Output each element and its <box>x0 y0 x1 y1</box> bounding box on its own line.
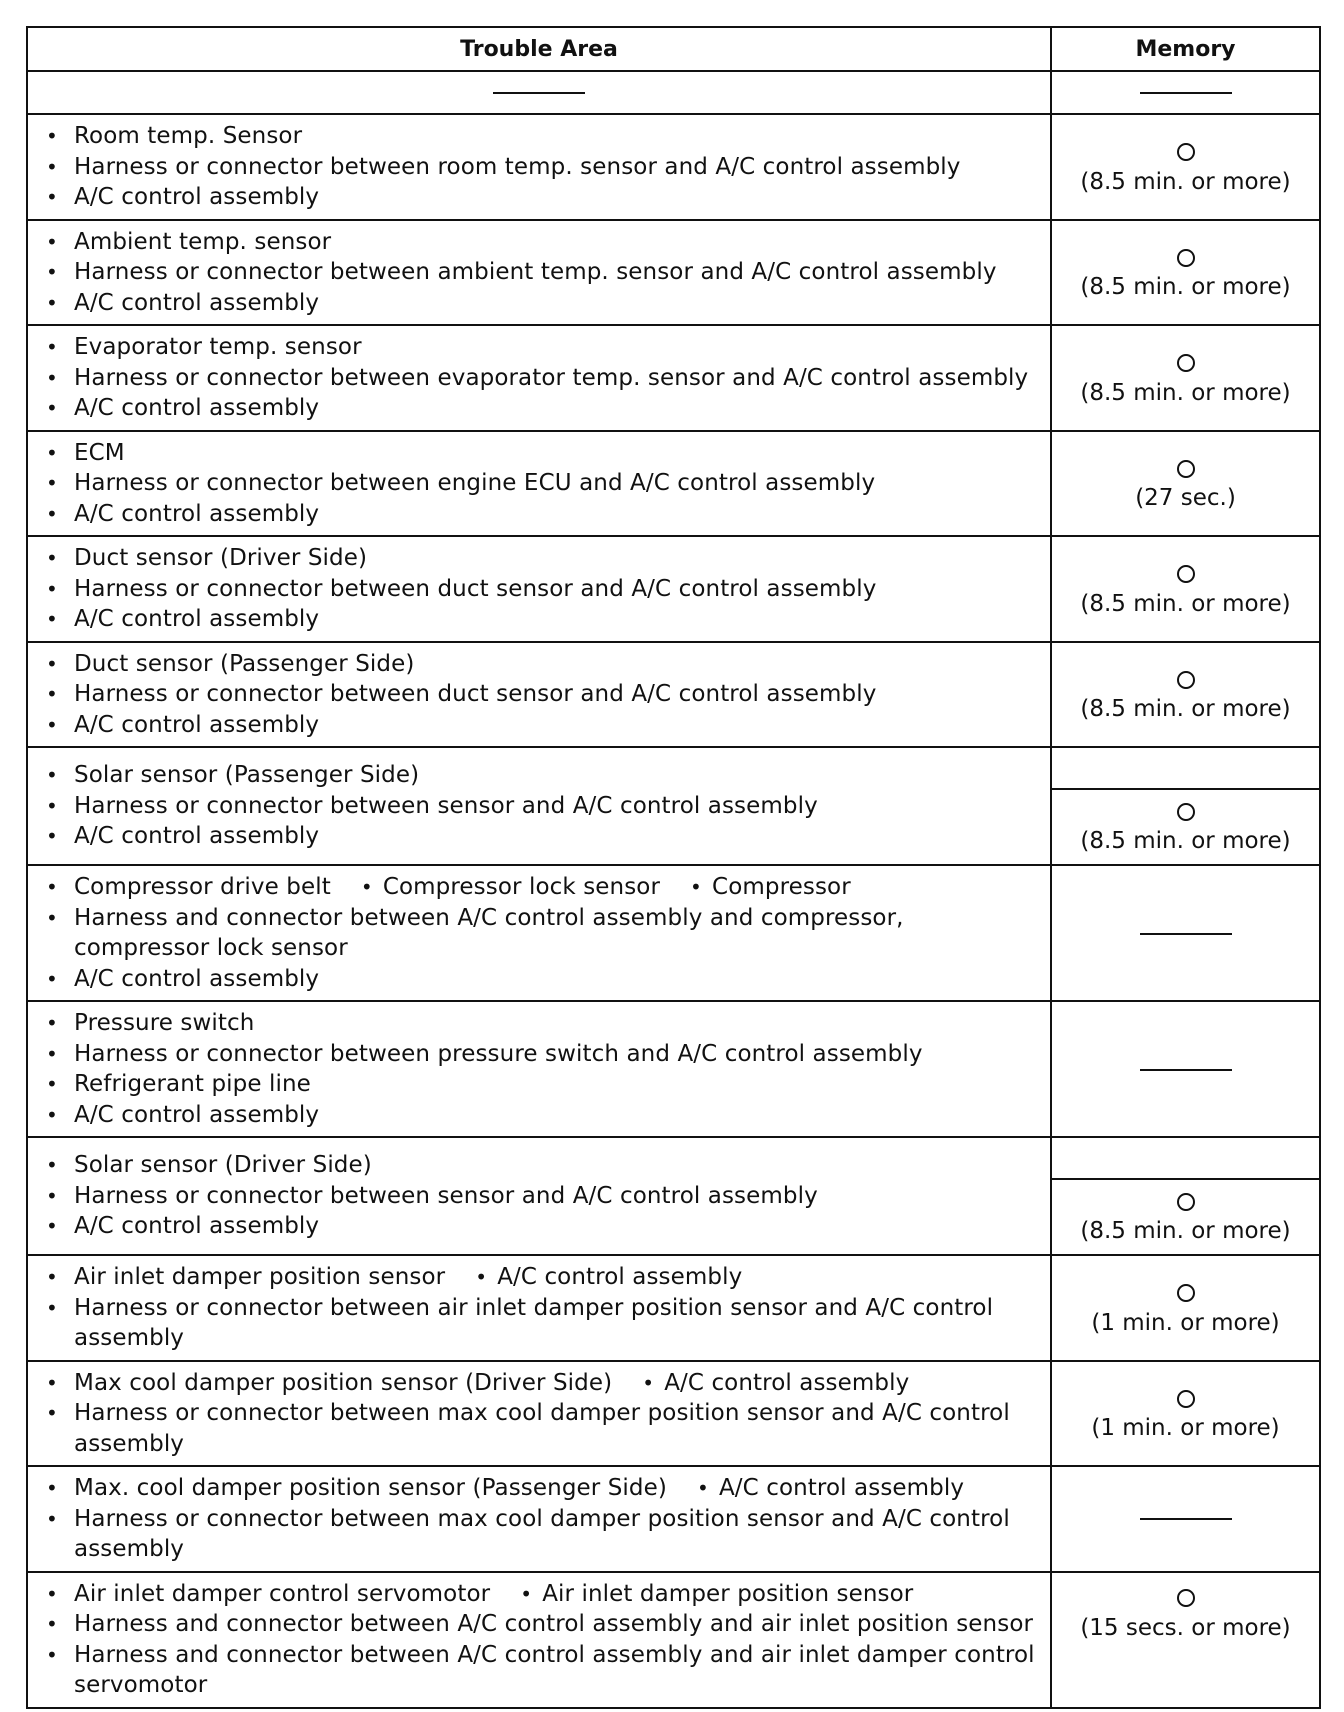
trouble-area-cell <box>27 1572 1051 1708</box>
table-row <box>27 1466 1320 1572</box>
table-row-blank <box>27 71 1320 114</box>
bullet-icon: • <box>46 607 58 631</box>
list-item: • Harness or connector between duct sensor and A/C control assembly <box>42 679 1042 710</box>
memory-time: (8.5 min. or more) <box>1080 168 1291 195</box>
bullet-icon: • <box>46 154 58 179</box>
list-item: • A/C control assembly <box>42 288 1042 319</box>
list-item: • Air inlet damper position sensor • A/C control assembly <box>42 1262 1042 1293</box>
memory-subcell <box>1052 1180 1319 1246</box>
table-row <box>27 1361 1320 1467</box>
memory-subcell <box>1052 790 1319 856</box>
list-item: • A/C control assembly <box>42 182 1042 213</box>
bullet-icon: • <box>642 1370 655 1395</box>
memory-time: (1 min. or more) <box>1091 1415 1280 1442</box>
bullet-icon: • <box>520 1581 533 1606</box>
table-row <box>27 642 1320 748</box>
circle-icon <box>1177 354 1195 372</box>
memory-cell <box>1051 1361 1320 1467</box>
bullet-icon: • <box>46 966 58 991</box>
bullet-icon: • <box>46 1612 58 1636</box>
list-item: • Refrigerant pipe line <box>42 1069 1042 1100</box>
list-item: • Ambient temp. sensor <box>42 227 1042 258</box>
memory-cell <box>1051 536 1320 642</box>
circle-icon <box>1177 671 1195 689</box>
memory-cell <box>1051 1255 1320 1361</box>
trouble-area-cell <box>27 1466 1051 1572</box>
circle-icon <box>1177 1390 1195 1408</box>
bullet-icon: • <box>46 501 58 526</box>
bullet-icon: • <box>46 1153 58 1178</box>
table-row <box>27 536 1320 642</box>
trouble-area-cell <box>27 865 1051 1001</box>
bullet-icon: • <box>46 1370 58 1395</box>
memory-subcell-empty <box>1052 1138 1319 1180</box>
bullet-icon: • <box>46 396 58 420</box>
list-item: • Harness and connector between A/C control assembly and air inlet position sensor <box>42 1609 1042 1640</box>
table-row <box>27 431 1320 537</box>
trouble-area-cell <box>27 747 1051 865</box>
circle-icon <box>1177 1589 1195 1607</box>
list-item: • Harness or connector between evaporator temp. sensor and A/C control assembly <box>42 363 1042 394</box>
circle-icon <box>1177 143 1195 161</box>
list-item: • Harness or connector between sensor and A/C control assembly <box>42 791 1042 822</box>
list-item: • Duct sensor (Driver Side) <box>42 543 1042 574</box>
list-item: • Evaporator temp. sensor <box>42 332 1042 363</box>
trouble-area-cell <box>27 536 1051 642</box>
memory-time: (8.5 min. or more) <box>1080 828 1291 854</box>
circle-icon <box>1177 1193 1195 1211</box>
memory-cell <box>1051 865 1320 1001</box>
bullet-icon: • <box>46 1265 58 1289</box>
list-item: • A/C control assembly <box>42 964 1042 995</box>
table-row <box>27 220 1320 326</box>
bullet-icon: • <box>46 875 58 899</box>
memory-subcell-empty <box>1052 748 1319 790</box>
trouble-area-cell <box>27 1361 1051 1467</box>
bullet-icon: • <box>46 1476 58 1500</box>
list-item: • Max cool damper position sensor (Driver Side) • A/C control assembly <box>42 1368 1042 1399</box>
bullet-icon: • <box>46 229 58 254</box>
bullet-icon: • <box>46 1102 58 1127</box>
memory-time: (8.5 min. or more) <box>1080 1218 1291 1244</box>
table-row <box>27 747 1320 865</box>
list-item: • A/C control assembly <box>42 499 1042 530</box>
bullet-icon: • <box>46 763 58 788</box>
trouble-area-cell <box>27 1255 1051 1361</box>
memory-cell <box>1051 325 1320 431</box>
trouble-area-cell <box>27 114 1051 220</box>
trouble-area-cell <box>27 642 1051 748</box>
list-item: • A/C control assembly <box>42 821 1042 852</box>
memory-cell <box>1051 1137 1320 1255</box>
memory-time: (8.5 min. or more) <box>1080 274 1291 301</box>
trouble-area-cell <box>27 431 1051 537</box>
memory-cell <box>1051 1572 1320 1708</box>
bullet-icon: • <box>360 875 373 899</box>
list-item: • Harness or connector between max cool damper position sensor and A/C control <box>42 1398 1042 1429</box>
bullet-icon: • <box>46 1214 58 1239</box>
bullet-icon: • <box>46 440 58 465</box>
bullet-icon: • <box>475 1265 488 1289</box>
list-item: • A/C control assembly <box>42 1100 1042 1131</box>
table-row <box>27 114 1320 220</box>
header-row <box>27 27 1320 71</box>
memory-cell <box>1051 220 1320 326</box>
circle-icon <box>1177 565 1195 583</box>
bullet-icon: • <box>46 260 58 284</box>
circle-icon <box>1177 460 1195 478</box>
list-item: • Solar sensor (Passenger Side) <box>42 760 1042 791</box>
list-item-continuation: compressor lock sensor <box>74 935 348 961</box>
list-item: • Compressor drive belt • Compressor lock sensor • Compressor <box>42 872 1042 903</box>
bullet-icon: • <box>46 1295 58 1320</box>
list-item: • Harness or connector between pressure switch and A/C control assembly <box>42 1039 1042 1070</box>
list-item: • A/C control assembly <box>42 393 1042 424</box>
list-item: • Solar sensor (Driver Side) <box>42 1150 1042 1181</box>
bullet-icon: • <box>690 875 702 899</box>
trouble-area-cell <box>27 1137 1051 1255</box>
bullet-icon: • <box>46 185 58 209</box>
blank-area-cell <box>27 71 1051 114</box>
list-item: • A/C control assembly <box>42 710 1042 741</box>
bullet-icon: • <box>46 546 58 570</box>
list-item: • Harness or connector between max cool damper position sensor and A/C control <box>42 1504 1042 1535</box>
list-item: • Pressure switch <box>42 1008 1042 1039</box>
bullet-icon: • <box>46 1011 58 1035</box>
trouble-area-cell <box>27 325 1051 431</box>
dash-icon <box>1140 92 1232 94</box>
memory-cell <box>1051 114 1320 220</box>
list-item-continuation: assembly <box>74 1430 185 1457</box>
bullet-icon: • <box>46 712 58 737</box>
list-item-continuation: servomotor <box>74 1672 208 1698</box>
memory-cell <box>1051 642 1320 748</box>
table-row <box>27 865 1320 1001</box>
dash-icon <box>1140 1518 1232 1520</box>
list-item: • Harness or connector between sensor and A/C control assembly <box>42 1181 1042 1212</box>
list-item: • Max. cool damper position sensor (Passenger Side) • A/C control assembly <box>42 1473 1042 1504</box>
memory-time: (1 min. or more) <box>1091 1309 1280 1336</box>
table-row <box>27 1001 1320 1137</box>
list-item: • Harness and connector between A/C control assembly and air inlet damper control <box>42 1640 1042 1671</box>
bullet-icon: • <box>46 365 58 390</box>
table-row <box>27 325 1320 431</box>
list-item: • A/C control assembly <box>42 604 1042 635</box>
table-row <box>27 1572 1320 1708</box>
dash-icon <box>1140 1069 1232 1071</box>
memory-cell <box>1051 747 1320 865</box>
bullet-icon: • <box>46 471 58 495</box>
bullet-icon: • <box>46 1072 58 1096</box>
bullet-icon: • <box>46 290 58 315</box>
dash-icon <box>1140 933 1232 935</box>
trouble-area-cell <box>27 1001 1051 1137</box>
list-item-continuation: assembly <box>74 1325 185 1351</box>
dash-icon <box>493 92 585 94</box>
bullet-icon: • <box>46 1183 58 1208</box>
bullet-icon: • <box>46 651 58 676</box>
bullet-icon: • <box>46 793 58 818</box>
bullet-icon: • <box>46 1401 58 1425</box>
table-row <box>27 1137 1320 1255</box>
trouble-area-cell <box>27 220 1051 326</box>
list-item: • Air inlet damper control servomotor • Air inlet damper position sensor <box>42 1579 1042 1610</box>
list-item: • Harness or connector between engine ECU and A/C control assembly <box>42 468 1042 499</box>
memory-time: (15 secs. or more) <box>1080 1614 1291 1641</box>
bullet-icon: • <box>46 1642 58 1667</box>
circle-icon <box>1177 803 1195 821</box>
list-item-continuation: assembly <box>74 1536 185 1562</box>
list-item: • Duct sensor (Passenger Side) <box>42 649 1042 680</box>
memory-cell <box>1051 431 1320 537</box>
bullet-icon: • <box>696 1476 709 1500</box>
header-trouble-area: Trouble Area <box>27 27 1051 71</box>
list-item: • ECM <box>42 438 1042 469</box>
list-item: • Harness and connector between A/C control assembly and compressor, <box>42 903 1042 934</box>
list-item: • Harness or connector between duct sensor and A/C control assembly <box>42 574 1042 605</box>
circle-icon <box>1177 1284 1195 1302</box>
memory-time: (8.5 min. or more) <box>1080 696 1291 723</box>
table-row <box>27 1255 1320 1361</box>
memory-cell <box>1051 1466 1320 1572</box>
memory-time: (8.5 min. or more) <box>1080 379 1291 406</box>
bullet-icon: • <box>46 335 58 359</box>
bullet-icon: • <box>46 824 58 849</box>
memory-time: (27 sec.) <box>1135 485 1236 512</box>
list-item: • Harness or connector between air inlet damper position sensor and A/C control <box>42 1293 1042 1324</box>
bullet-icon: • <box>46 682 58 706</box>
bullet-icon: • <box>46 1041 58 1066</box>
list-item: • Harness or connector between room temp. sensor and A/C control assembly <box>42 152 1042 183</box>
list-item: • Room temp. Sensor <box>42 121 1042 152</box>
blank-memory-cell <box>1051 71 1320 114</box>
memory-cell <box>1051 1001 1320 1137</box>
bullet-icon: • <box>46 576 58 601</box>
bullet-icon: • <box>46 1581 58 1606</box>
list-item: • A/C control assembly <box>42 1211 1042 1242</box>
circle-icon <box>1177 249 1195 267</box>
trouble-area-memory-table <box>26 26 1321 1709</box>
bullet-icon: • <box>46 124 58 148</box>
bullet-icon: • <box>46 1506 58 1531</box>
memory-time: (8.5 min. or more) <box>1080 590 1291 617</box>
header-memory: Memory <box>1051 27 1320 71</box>
list-item: • Harness or connector between ambient temp. sensor and A/C control assembly <box>42 257 1042 288</box>
bullet-icon: • <box>46 905 58 930</box>
